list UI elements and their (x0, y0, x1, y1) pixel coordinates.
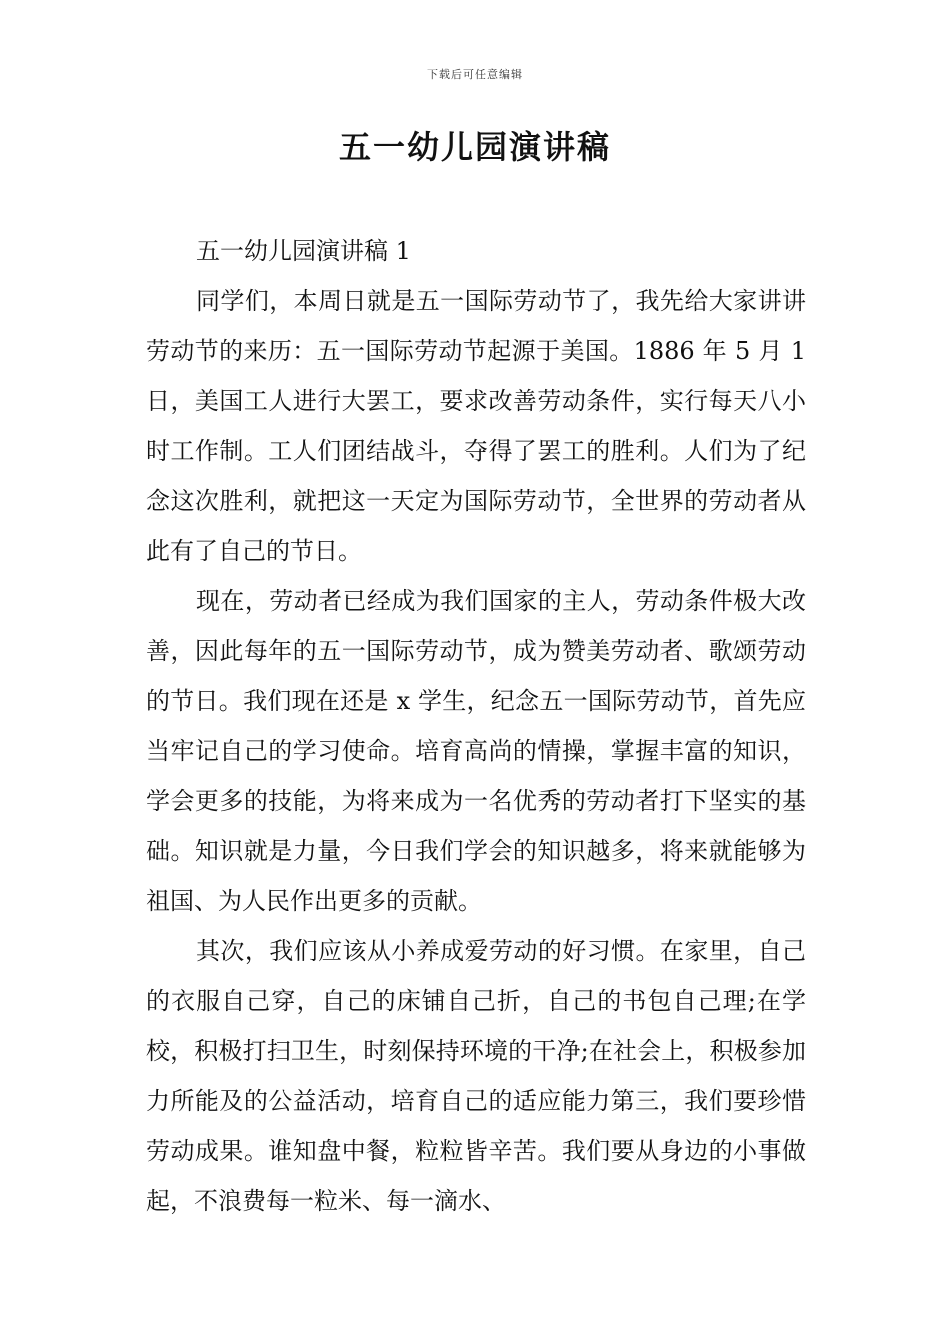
header-note: 下载后可任意编辑 (427, 68, 523, 81)
document-title: 五一幼儿园演讲稿 (338, 128, 611, 166)
paragraph-2: 现在，劳动者已经成为我们国家的主人，劳动条件极大改善，因此每年的五一国际劳动节，成为赞美劳动者、歌颂劳动的节日。我们现在还是 x 学生，纪念五一国际劳动节，首先应当牢记自己的学习使命。培育高尚的情操，掌握丰富的知识，学会更多的技能，为将来成为一名优秀的劳动者打下坚实的基础。知识就是力量，今日我们学会的知识越多，将来就能够为祖国、为人民作出更多的贡献。 (146, 587, 806, 915)
section-subtitle: 五一幼儿园演讲稿 1 (196, 237, 411, 265)
paragraph-3: 其次，我们应该从小养成爱劳动的好习惯。在家里，自己的衣服自己穿，自己的床铺自己折，自己的书包自己理;在学校，积极打扫卫生，时刻保持环境的干净;在社会上，积极参加力所能及的公益活动，培育自己的适应能力第三，我们要珍惜劳动成果。谁知盘中餐，粒粒皆辛苦。我们要从身边的小事做起，不浪费每一粒米、每一滴水、 (146, 937, 806, 1215)
paragraph-1: 同学们，本周日就是五一国际劳动节了，我先给大家讲讲劳动节的来历：五一国际劳动节起源于美国。1886 年 5 月 1 日，美国工人进行大罢工，要求改善劳动条件，实行每天八小时工作制。工人们团结战斗，夺得了罢工的胜利。人们为了纪念这次胜利，就把这一天定为国际劳动节，全世界的劳动者从此有了自己的节日。 (146, 287, 806, 565)
document-body (146, 226, 806, 1226)
